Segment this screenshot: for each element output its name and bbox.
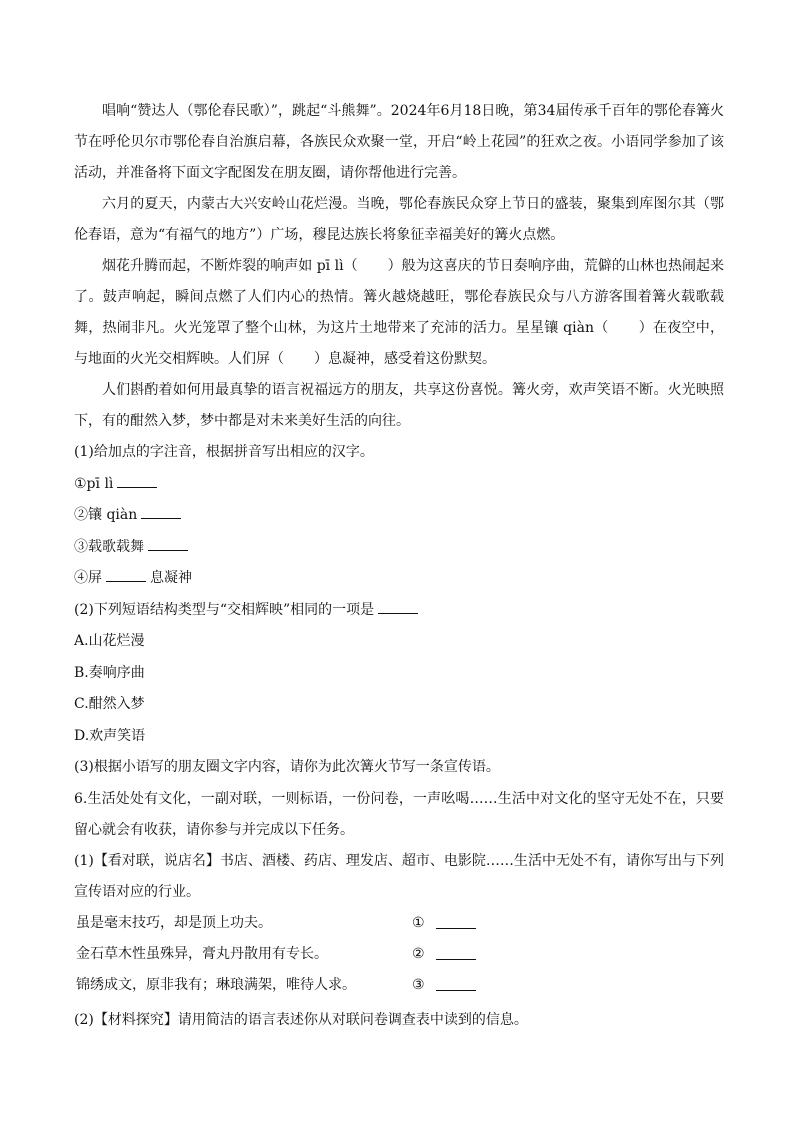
q1-item-3: ③载歌载舞 bbox=[74, 532, 724, 564]
couplet-row-2: 金石草木性虽殊异，膏丸丹散用有专长。 ② bbox=[74, 939, 724, 970]
paragraph-3 bbox=[74, 251, 724, 375]
q1-item-1: ①pī lì bbox=[74, 469, 724, 501]
paragraph-3-part-c: ）在夜空中，与地面的火光交相辉映。人们屏（ bbox=[74, 320, 724, 367]
question-6-1: (1)【看对联，说店名】书店、酒楼、药店、理发店、超市、电影院……生活中无处不有，请你写出与下列宣传语对应的行业。 bbox=[74, 852, 724, 900]
q1-item-2: ②镶 qiàn bbox=[74, 500, 724, 532]
q2-option-c: C.酣然入梦 bbox=[74, 696, 145, 712]
paragraph-3-part-b: ）般为这喜庆的节日奏响序曲，荒僻的山林也热闹起来了。鼓声响起，瞬间点燃了人们内心的热情。篝火越烧越旺，鄂伦春族民众与八方游客围着篝火载歌载舞，热闹非凡。火光笼罩了整个山林，为这片土地带来了充沛的活力。星星镶 qiàn（ bbox=[74, 258, 725, 336]
answer-blank[interactable] bbox=[378, 599, 418, 614]
answer-blank[interactable] bbox=[148, 536, 188, 551]
question-6-intro: 6.生活处处有文化，一副对联，一则标语，一份问卷，一声吆喝……生活中对文化的坚守无处不在，只要留心就会有收获，请你参与并完成以下任务。 bbox=[74, 790, 724, 838]
q2-option-a: A.山花烂漫 bbox=[74, 633, 145, 649]
couplet-row-1: 虽是毫末技巧，却是顶上功夫。 ① bbox=[74, 908, 724, 939]
paragraph-4: 人们斟酌着如何用最真挚的语言祝福远方的朋友，共享这份喜悦。篝火旁，欢声笑语不断。火光映照下，有的酣然入梦，梦中都是对未来美好生活的向往。 bbox=[74, 382, 724, 429]
intro-paragraph: 唱响“赞达人（鄂伦春民歌）”，跳起“斗熊舞”。2024年6月18日晚，第34届传承千百年的鄂伦春篝火节在呼伦贝尔市鄂伦春自治旗启幕，各族民众欢聚一堂，开启“岭上花园”的狂欢之夜。小语同学参加了该活动，并准备将下面文字配图发在朋友圈，请你帮他进行完善。 bbox=[74, 103, 724, 181]
answer-blank[interactable] bbox=[436, 912, 476, 929]
question-2: (2)下列短语结构类型与“交相辉映”相同的一项是 bbox=[74, 595, 724, 627]
answer-blank[interactable] bbox=[106, 567, 146, 582]
answer-blank[interactable] bbox=[436, 943, 476, 960]
q1-item-4: ④屏 息凝神 bbox=[74, 563, 724, 595]
paragraph-3-part-d: ）息凝神，感受着这份默契。 bbox=[314, 351, 496, 367]
question-1: (1)给加点的字注音，根据拼音写出相应的汉字。 bbox=[74, 444, 374, 460]
answer-blank[interactable] bbox=[436, 974, 476, 991]
q2-option-b: B.奏响序曲 bbox=[74, 664, 145, 681]
paragraph-3-part-a: 烟花升腾而起，不断炸裂的响声如 pī lì（ bbox=[102, 258, 358, 274]
couplet-row-3: 锦绣成文，原非我有；琳琅满架，唯待人求。 ③ bbox=[74, 970, 724, 1001]
question-6-2: (2)【材料探究】请用简洁的语言表述你从对联问卷调查表中读到的信息。 bbox=[74, 1011, 528, 1028]
answer-blank[interactable] bbox=[141, 504, 181, 519]
q2-option-d: D.欢声笑语 bbox=[74, 727, 146, 744]
document-page bbox=[74, 96, 724, 1036]
paragraph-2: 六月的夏天，内蒙古大兴安岭山花烂漫。当晚，鄂伦春族民众穿上节日的盛装，聚集到库图尔其（鄂伦春语，意为“有福气的地方”）广场，穆昆达族长将象征幸福美好的篝火点燃。 bbox=[74, 196, 724, 243]
question-3: (3)根据小语写的朋友圈文字内容，请你为此次篝火节写一条宣传语。 bbox=[74, 759, 500, 775]
answer-blank[interactable] bbox=[117, 473, 157, 488]
